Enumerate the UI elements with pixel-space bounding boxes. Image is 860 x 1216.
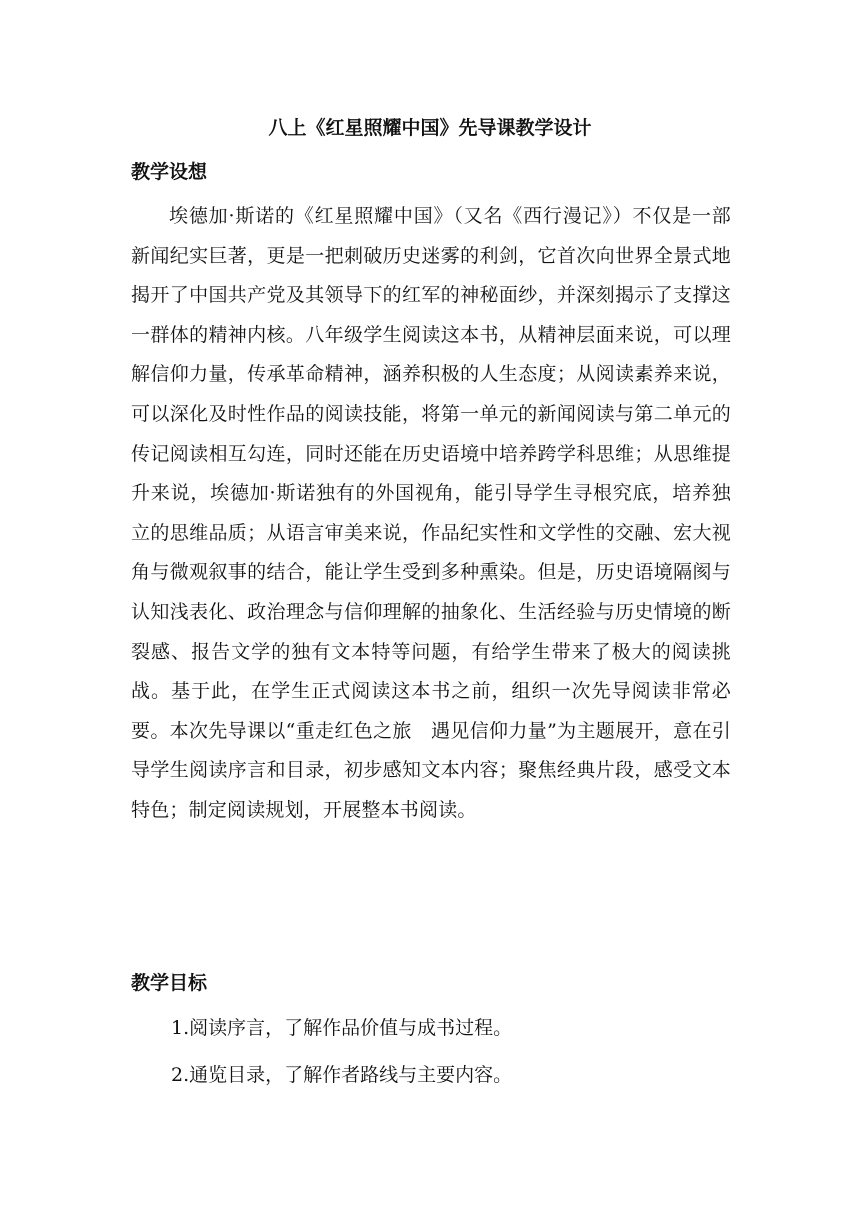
document-title: 八上《红星照耀中国》先导课教学设计 <box>268 117 592 139</box>
goal-item: 1.阅读序言，了解作品价值与成书过程。 <box>171 1017 513 1039</box>
section-heading-design-idea: 教学设想 <box>131 161 208 183</box>
section-heading-goals: 教学目标 <box>131 972 208 994</box>
design-idea-paragraph: 埃德加·斯诺的《红星照耀中国》（又名《西行漫记》）不仅是一部新闻纪实巨著，更是一把刺破历史迷雾的利剑，它首次向世界全景式地揭开了中国共产党及其领导下的红军的神秘面纱，并深刻揭示了支撑这一群体的精神内核。八年级学生阅读这本书，从精神层面来说，可以理解信仰力量，传承革命精神，涵养积极的人生态度；从阅读素养来说，可以深化及时性作品的阅读技能，将第一单元的新闻阅读与第二单元的传记阅读相互勾连，同时还能在历史语境中培养跨学科思维；从思维提升来说，埃德加·斯诺独有的外国视角，能引导学生寻根究底，培养独立的思维品质；从语言审美来说，作品纪实性和文学性的交融、宏大视角与微观叙事的结合，能让学生受到多种熏染。但是，历史语境隔阂与认知浅表化、政治理念与信仰理解的抽象化、生活经验与历史情境的断裂感、报告文学的独有文本特等问题，有给学生带来了极大的阅读挑战。基于此，在学生正式阅读这本书之前，组织一次先导阅读非常必要。本次先导课以“重走红色之旅 遇见信仰力量”为主题展开，意在引导学生阅读序言和目录，初步感知文本内容；聚焦经典片段，感受文本特色；制定阅读规划，开展整本书阅读。 <box>131 205 731 821</box>
goal-item: 2.通览目录，了解作者路线与主要内容。 <box>171 1064 513 1086</box>
